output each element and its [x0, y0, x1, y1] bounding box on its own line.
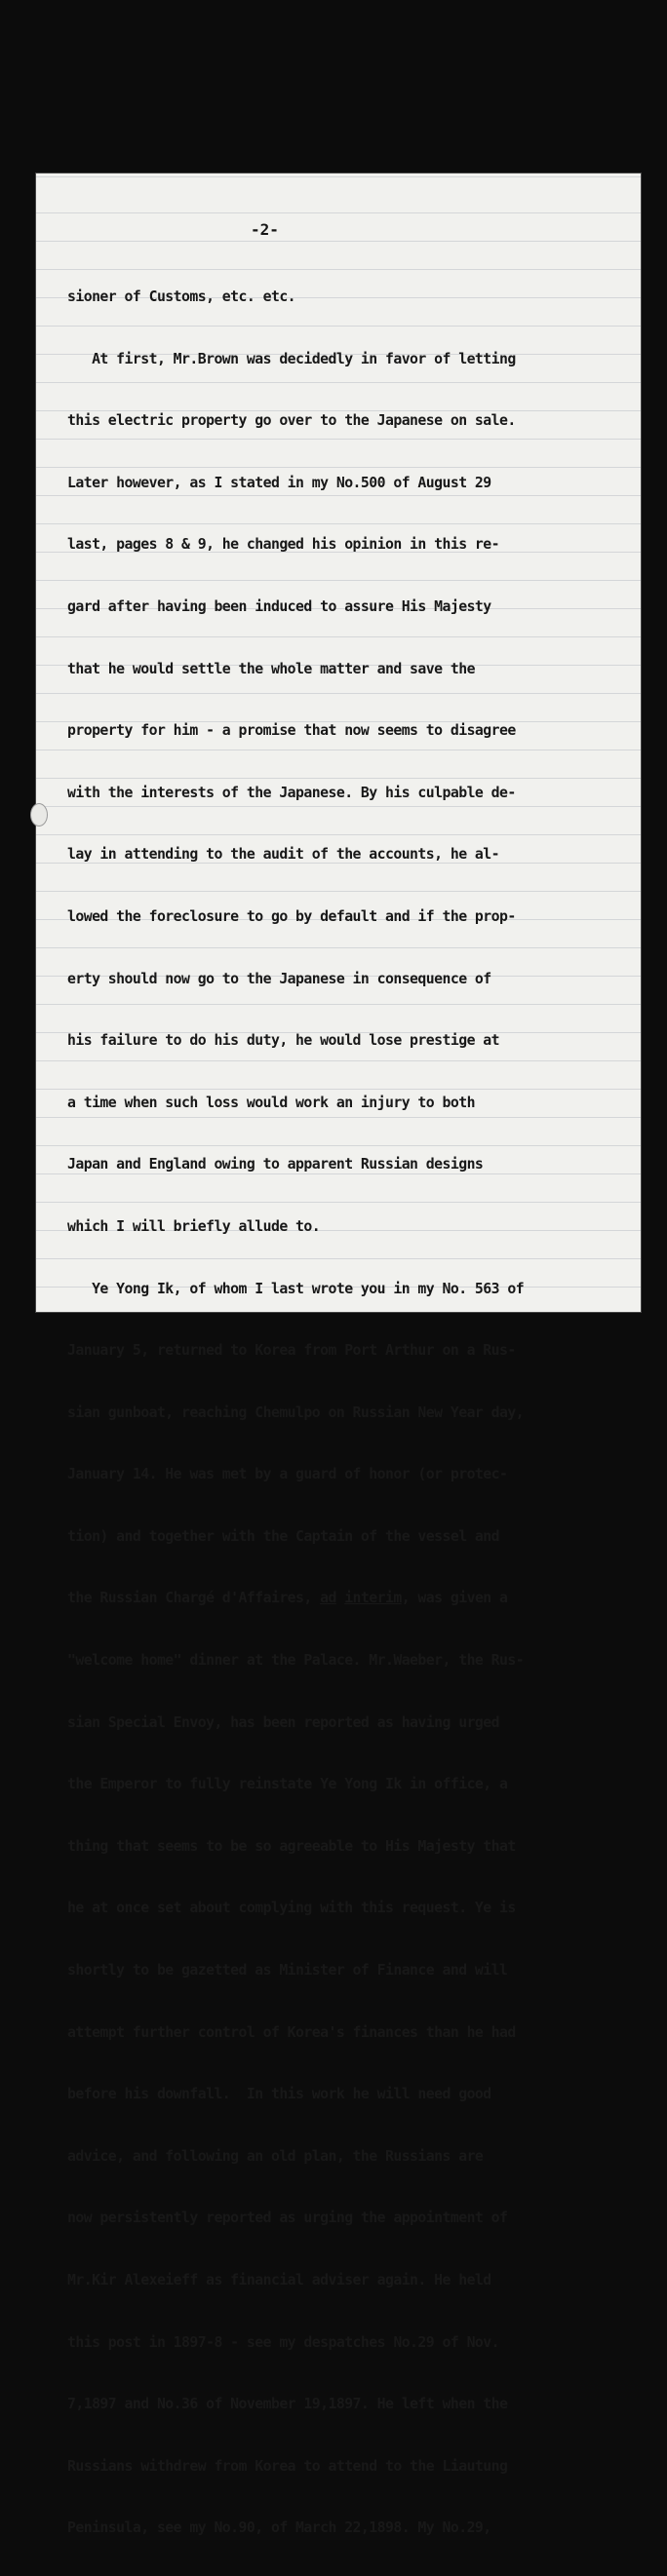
- text-line: he at once set about complying with this request. Ye is: [67, 1900, 516, 1917]
- text-line: his failure to do his duty, he would lose prestige at: [67, 1032, 499, 1050]
- binding-hole-mark: [30, 803, 48, 827]
- letter-body: [67, 250, 629, 2576]
- text-line: thing that seems to be so agreeable to His Majesty that: [67, 1837, 516, 1855]
- text-line: before his downfall. In this work he will need good: [67, 2086, 491, 2103]
- text-line: the Emperor to fully reinstate Ye Yong Ik in office, a: [67, 1776, 508, 1793]
- page-number: -2-: [251, 220, 279, 239]
- text-line: sian Special Envoy, has been reported as having urged: [67, 1713, 499, 1731]
- text-line: property for him - a promise that now seems to disagree: [67, 722, 516, 740]
- text-line: this post in 1897-8 - see my despatches No.29 of Nov.: [67, 2333, 499, 2351]
- text-line: Peninsula, see my No.90, of March 22,1898. My No.29,: [67, 2519, 491, 2537]
- underlined-interim: interim: [344, 1590, 402, 1607]
- text-segment: the Russian Chargé d'Affaires,: [67, 1590, 321, 1607]
- document-page: [36, 173, 641, 2537]
- text-line: 7,1897 and No.36 of November 19,1897. He left when the: [67, 2396, 508, 2413]
- text-line: At first, Mr.Brown was decidedly in favor of letting: [67, 350, 516, 367]
- text-line: attempt further control of Korea's finances than he had: [67, 2023, 516, 2041]
- text-line: sioner of Customs, etc. etc.: [67, 288, 296, 305]
- text-line: [67, 1584, 629, 1613]
- text-line: lay in attending to the audit of the accounts, he al-: [67, 846, 499, 864]
- text-line: advice, and following an old plan, the Russians are: [67, 2147, 484, 2165]
- text-line: January 14. He was met by a guard of honor (or protec-: [67, 1466, 508, 1483]
- text-segment: , was given a: [401, 1590, 508, 1607]
- underlined-ad: ad: [320, 1590, 336, 1607]
- text-line: Russians withdrew from Korea to attend to the Liautung: [67, 2457, 508, 2475]
- text-line: this electric property go over to the Japanese on sale.: [67, 412, 516, 430]
- text-line: Japan and England owing to apparent Russian designs: [67, 1156, 484, 1173]
- text-line: Ye Yong Ik, of whom I last wrote you in my No. 563 of: [67, 1280, 525, 1297]
- text-line: Later however, as I stated in my No.500 of August 29: [67, 474, 491, 491]
- text-line: gard after having been induced to assure His Majesty: [67, 597, 491, 615]
- text-line: which I will briefly allude to.: [67, 1217, 321, 1235]
- text-line: a time when such loss would work an injury to both: [67, 1094, 475, 1111]
- text-line: now persistently reported as urging the appointment of: [67, 2210, 508, 2227]
- text-line: erty should now go to the Japanese in consequence of: [67, 970, 491, 987]
- text-line: "welcome home" dinner at the Palace. Mr.Waeber, the Rus-: [67, 1652, 525, 1670]
- text-line: lowed the foreclosure to go by default and if the prop-: [67, 907, 516, 925]
- text-line: January 5, returned to Korea from Port Arthur on a Rus-: [67, 1342, 516, 1360]
- text-line: sian gunboat, reaching Chemulpo on Russian New Year day,: [67, 1403, 525, 1421]
- text-segment: [336, 1590, 344, 1606]
- text-line: shortly to be gazetted as Minister of Finance and will: [67, 1962, 508, 1980]
- text-line: last, pages 8 & 9, he changed his opinion in this re-: [67, 536, 499, 554]
- text-line: Mr.Kir Alexeieff as financial adviser again. He held: [67, 2272, 491, 2288]
- text-line: that he would settle the whole matter and save the: [67, 660, 475, 677]
- text-line: tion) and together with the Captain of the vessel and: [67, 1527, 499, 1545]
- text-line: with the interests of the Japanese. By his culpable de-: [67, 784, 516, 801]
